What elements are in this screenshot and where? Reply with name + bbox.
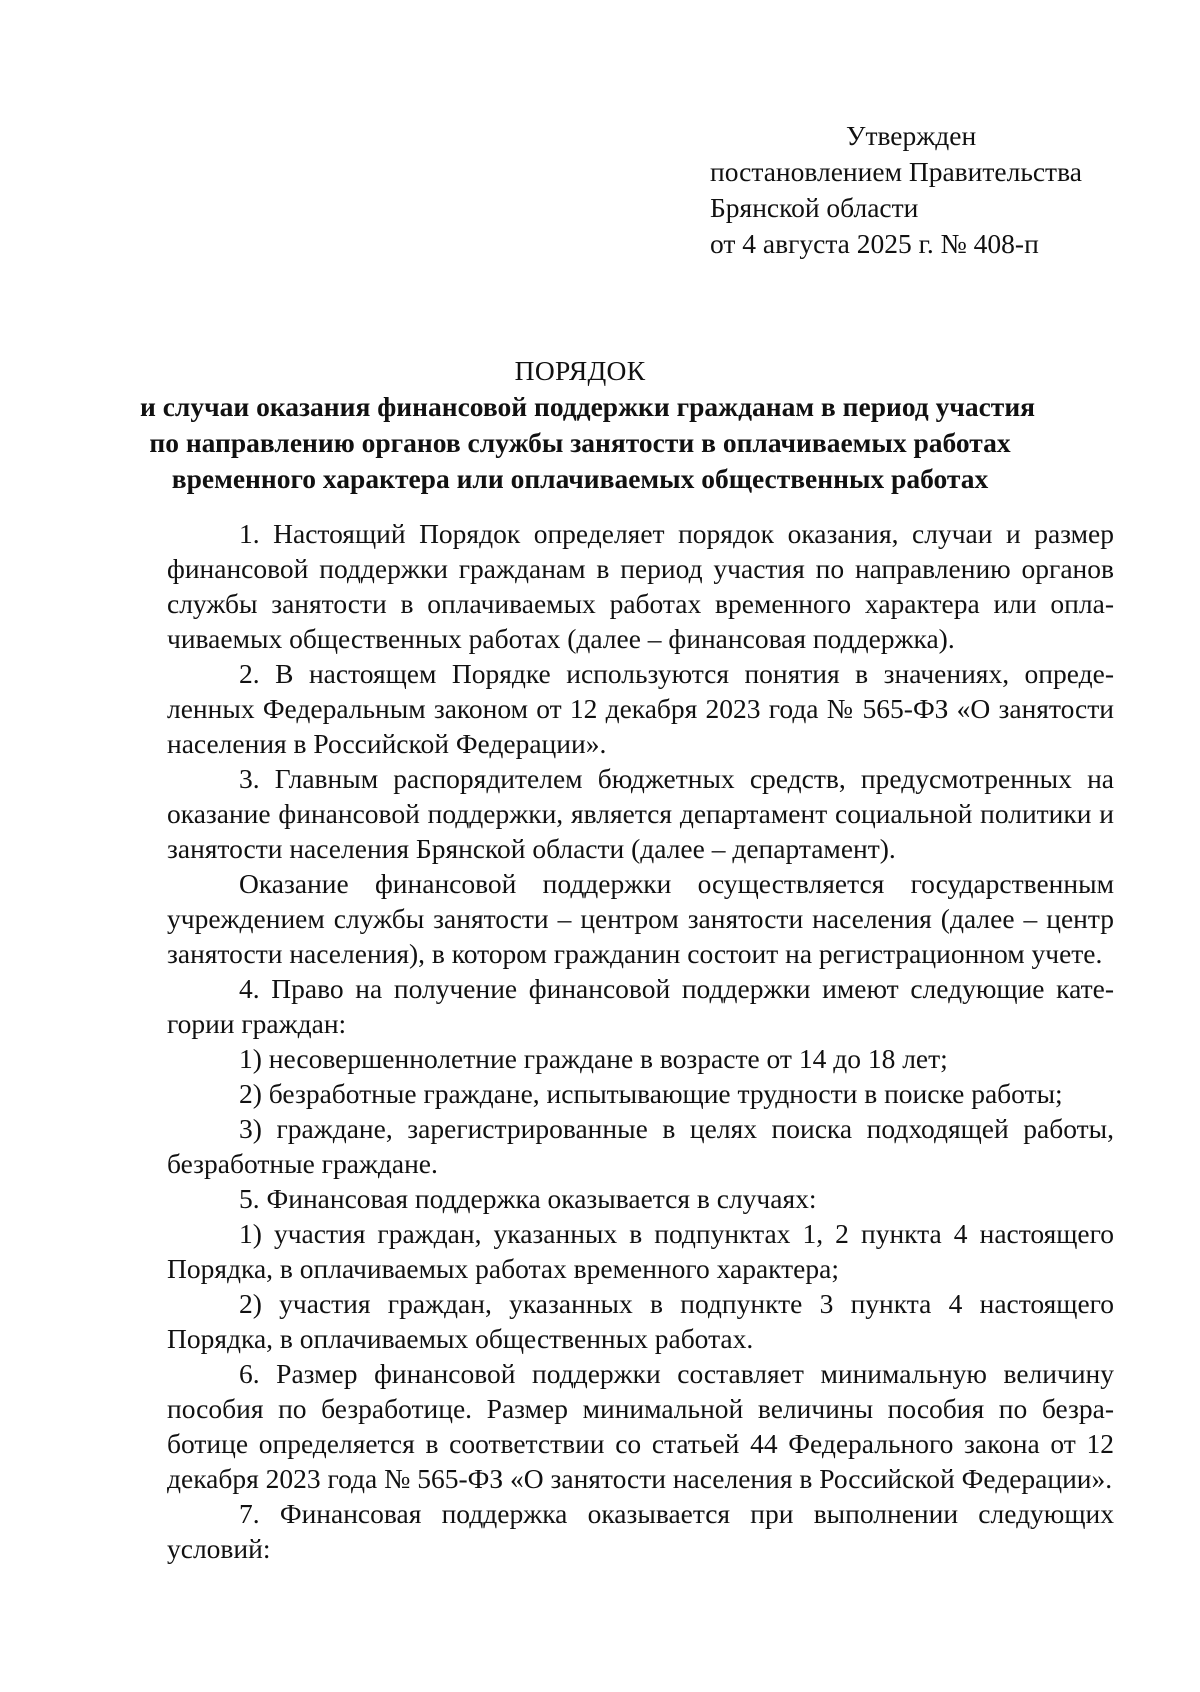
- list-item: 2) участия граждан, указанных в подпункте 3 пункта 4 настоящего Порядка, в оплачиваемых общественных работах.: [167, 1288, 1114, 1354]
- list-item: 1) участия граждан, указанных в подпунктах 1, 2 пункта 4 настоящего Порядка, в оплачиваемых работах временного характера;: [167, 1218, 1114, 1284]
- document-title: ПОРЯДОК: [514, 355, 646, 386]
- paragraph: 4. Право на получение финансовой поддержки имеют следующие категории граждан:: [167, 973, 1114, 1039]
- document-subtitle: [140, 389, 1036, 497]
- paragraph: 3. Главным распорядителем бюджетных средств, предусмотренных на оказание финансовой поддержки, является департамент социальной политики и занятости населения Брянской области (далее – департамент).: [167, 763, 1114, 864]
- subtitle-line: и случаи оказания финансовой поддержки гражданам в период участия: [140, 391, 1036, 422]
- document-title-block: [140, 353, 1036, 497]
- paragraph: 6. Размер финансовой поддержки составляет минимальную величину пособия по безработице. Размер минимальной величины пособия по безработице определяется в соответствии со статьей 44 Федерального закона от 12 декабря 2023 года № 565-ФЗ «О занятости населения в Российской Федерации».: [167, 1358, 1114, 1494]
- approval-stamp: [710, 118, 1150, 262]
- list-item: 2) безработные граждане, испытывающие трудности в поиске работы;: [239, 1078, 1063, 1109]
- subtitle-line: временного характера или оплачиваемых общественных работах: [171, 463, 989, 494]
- approval-line: Брянской области: [710, 192, 919, 223]
- approval-line: от 4 августа 2025 г. № 408-п: [710, 228, 1039, 259]
- approval-line: Утвержден: [846, 120, 977, 151]
- subtitle-line: по направлению органов службы занятости в оплачиваемых работах: [149, 427, 1011, 458]
- paragraph: 2. В настоящем Порядке используются понятия в значениях, определенных Федеральным законом от 12 декабря 2023 года № 565-ФЗ «О занятости населения в Российской Федерации».: [167, 658, 1114, 759]
- document-body: [167, 516, 1114, 1566]
- list-item: 1) несовершеннолетние граждане в возрасте от 14 до 18 лет;: [239, 1043, 948, 1074]
- paragraph: 5. Финансовая поддержка оказывается в случаях:: [239, 1183, 817, 1214]
- paragraph: 1. Настоящий Порядок определяет порядок оказания, случаи и размер финансовой поддержки гражданам в период участия по направлению органов службы занятости в оплачиваемых работах временного характера или оплачиваемых общественных работах (далее – финансовая поддержка).: [167, 518, 1114, 654]
- list-item: 3) граждане, зарегистрированные в целях поиска подходящей работы, безработные граждане.: [167, 1113, 1114, 1179]
- approval-line: постановлением Правительства: [710, 156, 1082, 187]
- paragraph: Оказание финансовой поддержки осуществляется государственным учреждением службы занятости – центром занятости населения (далее – центр занятости населения), в котором гражданин состоит на регистрационном учете.: [167, 868, 1114, 969]
- paragraph: 7. Финансовая поддержка оказывается при выполнении следующих условий:: [167, 1498, 1114, 1564]
